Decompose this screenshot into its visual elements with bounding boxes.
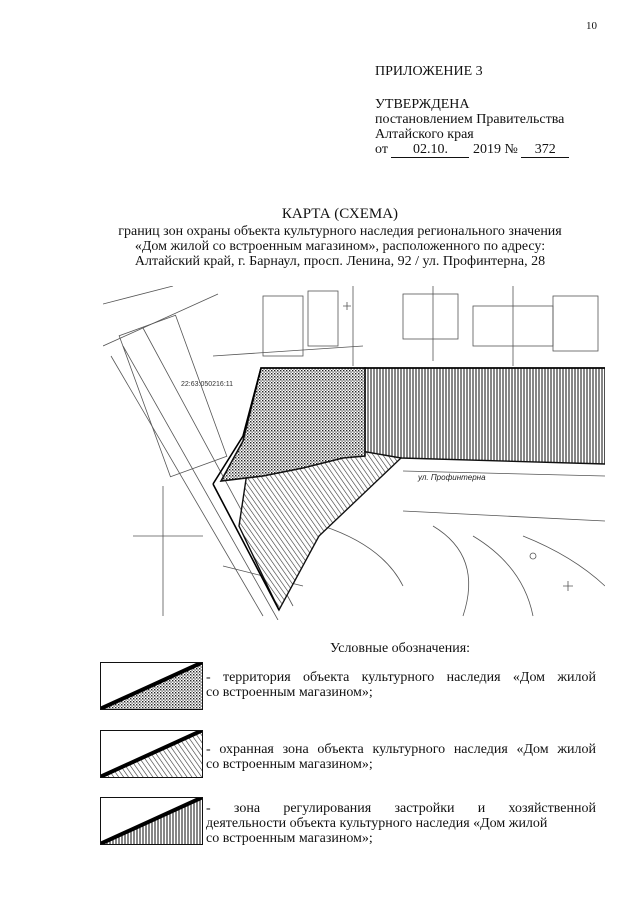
approval-date-line bbox=[375, 142, 569, 158]
legend-regulation-line3: со встроенным магазином»; bbox=[206, 831, 373, 846]
legend-protection-line2: со встроенным магазином»; bbox=[206, 757, 373, 772]
dots-pattern-swatch bbox=[100, 662, 203, 710]
map-title: КАРТА (СХЕМА) bbox=[281, 206, 399, 222]
boundary-map bbox=[103, 286, 605, 620]
legend-protection-line1: - охранная зона объекта культурного наследия «Дом жилой bbox=[206, 742, 596, 757]
diagonal-pattern-swatch bbox=[100, 730, 203, 778]
approved-by-line1: постановлением Правительства bbox=[375, 112, 565, 127]
approval-number: 372 bbox=[521, 143, 569, 158]
legend-regulation-line2: деятельности объекта культурного наследия «Дом жилой bbox=[206, 816, 548, 831]
appendix-label: ПРИЛОЖЕНИЕ 3 bbox=[375, 64, 483, 79]
number-label: № bbox=[504, 142, 518, 157]
legend-territory-line2: со встроенным магазином»; bbox=[206, 685, 373, 700]
approved-by-line2: Алтайского края bbox=[375, 127, 474, 142]
approved-label: УТВЕРЖДЕНА bbox=[375, 97, 470, 112]
vertical-pattern-swatch bbox=[100, 797, 203, 845]
street-label: ул. Профинтерна bbox=[418, 473, 486, 482]
legend-title: Условные обозначения: bbox=[330, 641, 471, 656]
approval-block bbox=[375, 64, 569, 158]
from-label: от bbox=[375, 142, 388, 157]
page-number: 10 bbox=[586, 20, 597, 32]
map-subtitle-1: границ зон охраны объекта культурного наследия регионального значения bbox=[118, 224, 562, 239]
legend-territory-line1: - территория объекта культурного наследия «Дом жилой bbox=[206, 670, 596, 685]
legend-regulation-line1: - зона регулирования застройки и хозяйственной bbox=[206, 801, 596, 816]
approval-year: 2019 bbox=[472, 142, 501, 157]
map-subtitle-3: Алтайский край, г. Барнаул, просп. Ленина, 92 / ул. Профинтерна, 28 bbox=[134, 254, 546, 269]
approval-date: 02.10. bbox=[391, 143, 469, 158]
cadastral-label: 22:63:050216:11 bbox=[181, 381, 234, 388]
regulation-zone-area bbox=[365, 368, 605, 464]
map-subtitle-2: «Дом жилой со встроенным магазином», расположенного по адресу: bbox=[134, 239, 546, 254]
map-title-block bbox=[80, 207, 600, 269]
